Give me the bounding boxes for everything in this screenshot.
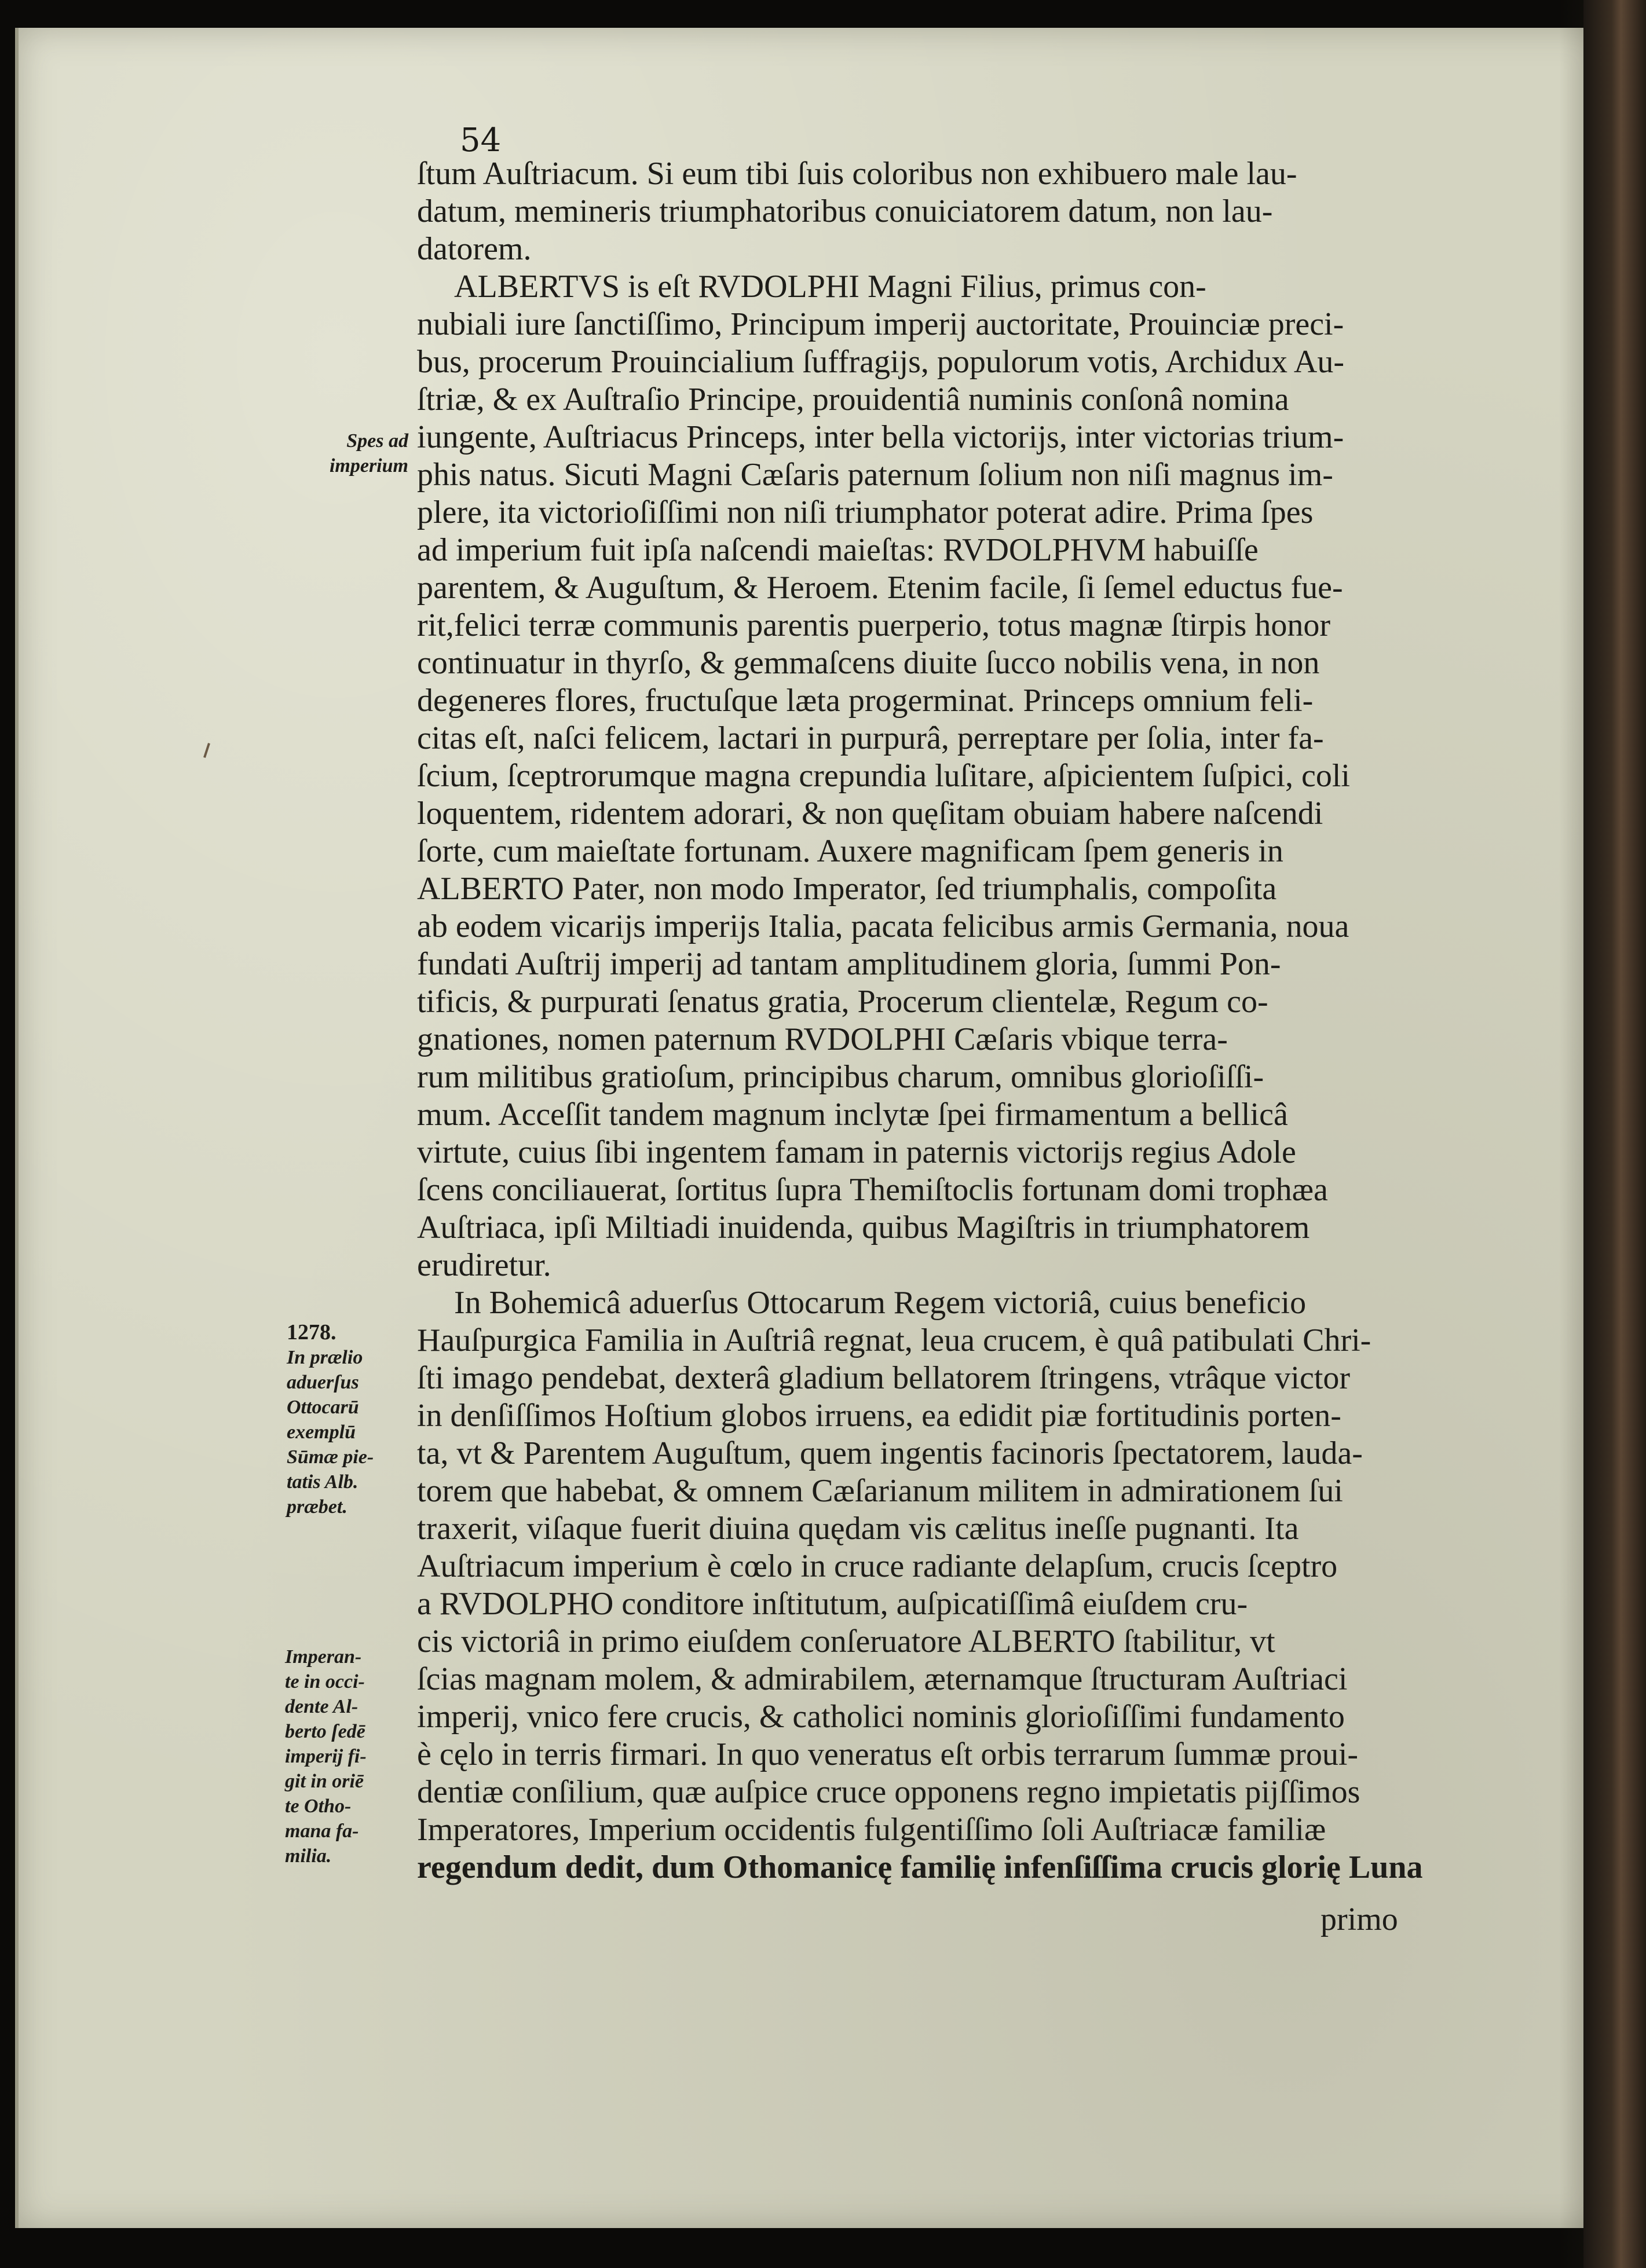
note-line: te Otho-	[285, 1796, 352, 1817]
text-line: ab eodem vicarijs imperijs Italia, pacata felicibus armis Germania, noua	[417, 908, 1349, 944]
text-line: ſorte, cum maieſtate fortunam. Auxere magnificam ſpem generis in	[417, 833, 1283, 869]
text-line: nubiali iure ſanctiſſimo, Principum imperij auctoritate, Prouinciæ preci-	[417, 306, 1344, 342]
note-line: 1278.	[287, 1320, 336, 1344]
text-line: bus, procerum Prouincialium ſuffragijs, populorum votis, Archidux Au-	[417, 344, 1345, 380]
text-line: iungente, Auſtriacus Princeps, inter bella victorijs, inter victorias trium-	[417, 419, 1344, 455]
text-line: citas eſt, naſci felicem, lactari in purpurâ, perreptare per ſolia, inter fa-	[417, 720, 1324, 756]
body-text	[417, 155, 1472, 1886]
margin-note-1278	[287, 1320, 414, 1519]
text-line: parentem, & Auguſtum, & Heroem. Etenim facile, ſi ſemel eductus fue-	[417, 570, 1343, 606]
note-line: aduerſus	[287, 1372, 359, 1393]
text-line: ſtriæ, & ex Auſtraſio Principe, prouidentiâ numinis conſonâ nomina	[417, 382, 1289, 417]
note-line: In prælio	[287, 1347, 363, 1368]
text-line: ſtum Auſtriacum. Si eum tibi ſuis coloribus non exhibuero male lau-	[417, 156, 1297, 192]
text-line: erudiretur.	[417, 1247, 551, 1283]
text-line: ALBERTO Pater, non modo Imperator, ſed triumphalis, compoſita	[417, 871, 1277, 907]
text-line: rit,felici terræ communis parentis puerperio, totus magnæ ſtirpis honor	[417, 607, 1331, 643]
text-line: gnationes, nomen paternum RVDOLPHI Cæſaris vbique terra-	[417, 1021, 1228, 1057]
text-line: ſcens conciliauerat, ſortitus ſupra Themiſtoclis fortunam domi trophæa	[417, 1172, 1328, 1208]
text-line: cis victoriâ in primo eiuſdem conſeruatore ALBERTO ſtabilitur, vt	[417, 1624, 1275, 1659]
margin-note-imperante	[285, 1644, 412, 1868]
note-line: Imperan-	[285, 1646, 362, 1668]
text-line: virtute, cuius ſibi ingentem famam in paternis victorijs regius Adole	[417, 1134, 1296, 1170]
text-line: Auſtriaca, ipſi Miltiadi inuidenda, quibus Magiſtris in triumphatorem	[417, 1210, 1310, 1245]
text-line: regendum dedit, dum Othomanicę familię infenſiſſima crucis glorię Luna	[417, 1849, 1423, 1885]
text-line: continuatur in thyrſo, & gemmaſcens diuite ſucco nobilis vena, in non	[417, 645, 1320, 681]
text-line: ſcias magnam molem, & admirabilem, æternamque ſtructuram Auſtriaci	[417, 1661, 1348, 1697]
note-line: mana fa-	[285, 1820, 359, 1842]
text-line: torem que habebat, & omnem Cæſarianum militem in admirationem ſui	[417, 1473, 1343, 1509]
text-line: datum, memineris triumphatoribus conuiciatorem datum, non lau-	[417, 193, 1273, 229]
note-line: tatis Alb.	[287, 1471, 359, 1493]
text-line: Auſtriacum imperium è cœlo in cruce radiante delapſum, crucis ſceptro	[417, 1548, 1338, 1584]
note-line: te in occi-	[285, 1671, 365, 1692]
text-line: traxerit, viſaque fuerit diuina quędam vis cælitus ineſſe pugnanti. Ita	[417, 1511, 1299, 1547]
note-line: præbet.	[287, 1496, 348, 1518]
note-line: imperij fi-	[285, 1746, 367, 1767]
text-line: fundati Auſtrij imperij ad tantam amplitudinem gloria, ſummi Pon-	[417, 946, 1281, 982]
text-line: datorem.	[417, 231, 532, 267]
page-number: 54	[460, 122, 502, 159]
text-line: ad imperium fuit ipſa naſcendi maieſtas: RVDOLPHVM habuiſſe	[417, 532, 1259, 568]
text-line: tificis, & purpurati ſenatus gratia, Procerum clientelæ, Regum co-	[417, 984, 1268, 1020]
text-line: ta, vt & Parentem Auguſtum, quem ingentis facinoris ſpectatorem, lauda-	[417, 1435, 1363, 1471]
note-line: Spes ad	[346, 430, 408, 452]
text-line: ſcium, ſceptrorumque magna crepundia luſitare, aſpicientem ſuſpici, coli	[417, 758, 1350, 794]
catchword: primo	[1321, 1901, 1398, 1937]
text-line: Imperatores, Imperium occidentis fulgentiſſimo ſoli Auſtriacæ familiæ	[417, 1812, 1326, 1848]
text-line: mum. Acceſſit tandem magnum inclytæ ſpei firmamentum a bellicâ	[417, 1097, 1288, 1133]
text-line: a RVDOLPHO conditore inſtitutum, auſpicatiſſimâ eiuſdem cru-	[417, 1586, 1248, 1622]
note-line: dente Al-	[285, 1696, 359, 1717]
note-line: Ottocarū	[287, 1397, 359, 1418]
text-line: in denſiſſimos Hoſtium globos irruens, ea edidit piæ fortitudinis porten-	[417, 1398, 1341, 1434]
text-line: rum militibus gratioſum, principibus charum, omnibus glorioſiſſi-	[417, 1059, 1264, 1095]
text-line: ſti imago pendebat, dexterâ gladium bellatorem ſtringens, vtrâque victor	[417, 1360, 1351, 1396]
text-line: phis natus. Sicuti Magni Cæſaris paternum ſolium non niſi magnus im-	[417, 457, 1333, 493]
note-line: exemplū	[287, 1421, 356, 1443]
book-spine	[1583, 0, 1646, 2268]
text-line: In Bohemicâ aduerſus Ottocarum Regem victoriâ, cuius beneficio	[454, 1285, 1307, 1321]
text-line: degeneres flores, fructuſque læta progerminat. Princeps omnium feli-	[417, 683, 1314, 719]
text-line: è cęlo in terris firmari. In quo veneratus eſt orbis terrarum ſummæ proui-	[417, 1736, 1359, 1772]
text-line: plere, ita victorioſiſſimi non niſi triumphator poterat adire. Prima ſpes	[417, 494, 1314, 530]
text-line: ALBERTVS is eſt RVDOLPHI Magni Filius, primus con-	[454, 269, 1206, 305]
text-line: imperij, vnico fere crucis, & catholici nominis glorioſiſſimi fundamento	[417, 1699, 1345, 1735]
text-line: dentiæ conſilium, quæ auſpice cruce opponens regno impietatis pijſſimos	[417, 1774, 1360, 1810]
note-line: git in oriē	[285, 1771, 364, 1792]
margin-note-spes	[313, 428, 408, 478]
text-line: Hauſpurgica Familia in Auſtriâ regnat, leua crucem, è quâ patibulati Chri-	[417, 1322, 1371, 1358]
text-line: loquentem, ridentem adorari, & non quęſitam obuiam habere naſcendi	[417, 796, 1323, 831]
note-line: Sūmæ pie-	[287, 1446, 374, 1468]
note-line: milia.	[285, 1845, 332, 1867]
note-line: berto ſedē	[285, 1721, 365, 1742]
note-line: imperium	[329, 455, 408, 477]
